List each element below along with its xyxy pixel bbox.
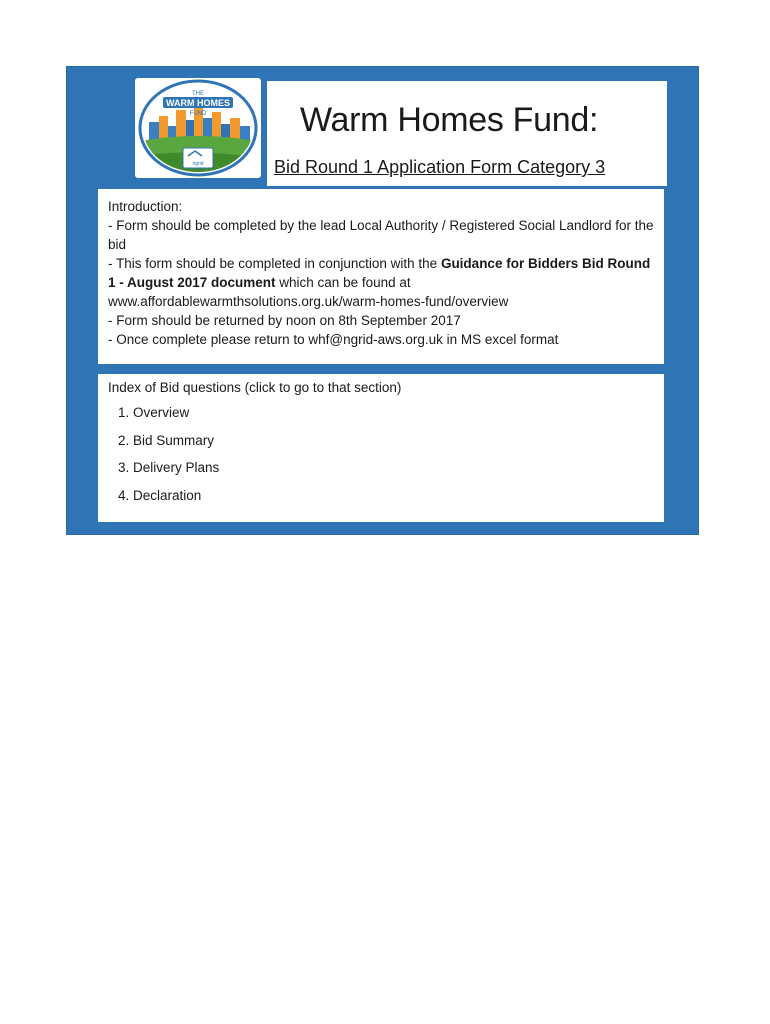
index-item-bid-summary[interactable]: 2. Bid Summary [118, 432, 215, 448]
form-sheet [66, 66, 699, 535]
logo-line-1: THE [192, 91, 204, 97]
page-title: Warm Homes Fund: [300, 101, 599, 139]
intro-line-2 [108, 254, 654, 311]
index-list [108, 403, 654, 505]
bid-questions-index [98, 374, 664, 522]
index-item-overview[interactable]: 1. Overview [118, 405, 190, 420]
intro-line-3: - Form should be returned by noon on 8th September 2017 [108, 313, 461, 328]
logo-emblem-icon [135, 78, 261, 178]
warm-homes-fund-logo [135, 78, 261, 178]
title-panel [267, 81, 667, 186]
index-item-declaration[interactable]: 4. Declaration [118, 487, 202, 503]
index-item-delivery-plans[interactable]: 3. Delivery Plans [118, 460, 220, 475]
intro-line-2-end: which can be found at www.affordablewarmthsolutions.org.uk/warm-homes-fund/overview [108, 275, 509, 309]
guidance-document-name: Guidance for Bidders Bid Round 1 - August 2017 document [108, 256, 651, 290]
intro-line-2-start: - This form should be completed in conjunction with the [108, 256, 441, 271]
logo-badge: ngrid [192, 161, 204, 167]
subtitle-link[interactable]: Bid Round 1 Application Form Category 3 [274, 157, 606, 177]
introduction-panel [98, 189, 664, 364]
index-heading: Index of Bid questions (click to go to that section) [108, 380, 402, 395]
intro-line-4: - Once complete please return to whf@ngrid-aws.org.uk in MS excel format [108, 332, 559, 347]
intro-line-1: - Form should be completed by the lead Local Authority / Registered Social Landlord for the bid [108, 218, 654, 252]
intro-heading: Introduction: [108, 199, 183, 214]
logo-line-2: WARM HOMES [166, 98, 230, 108]
logo-line-3: FUND [189, 111, 207, 117]
